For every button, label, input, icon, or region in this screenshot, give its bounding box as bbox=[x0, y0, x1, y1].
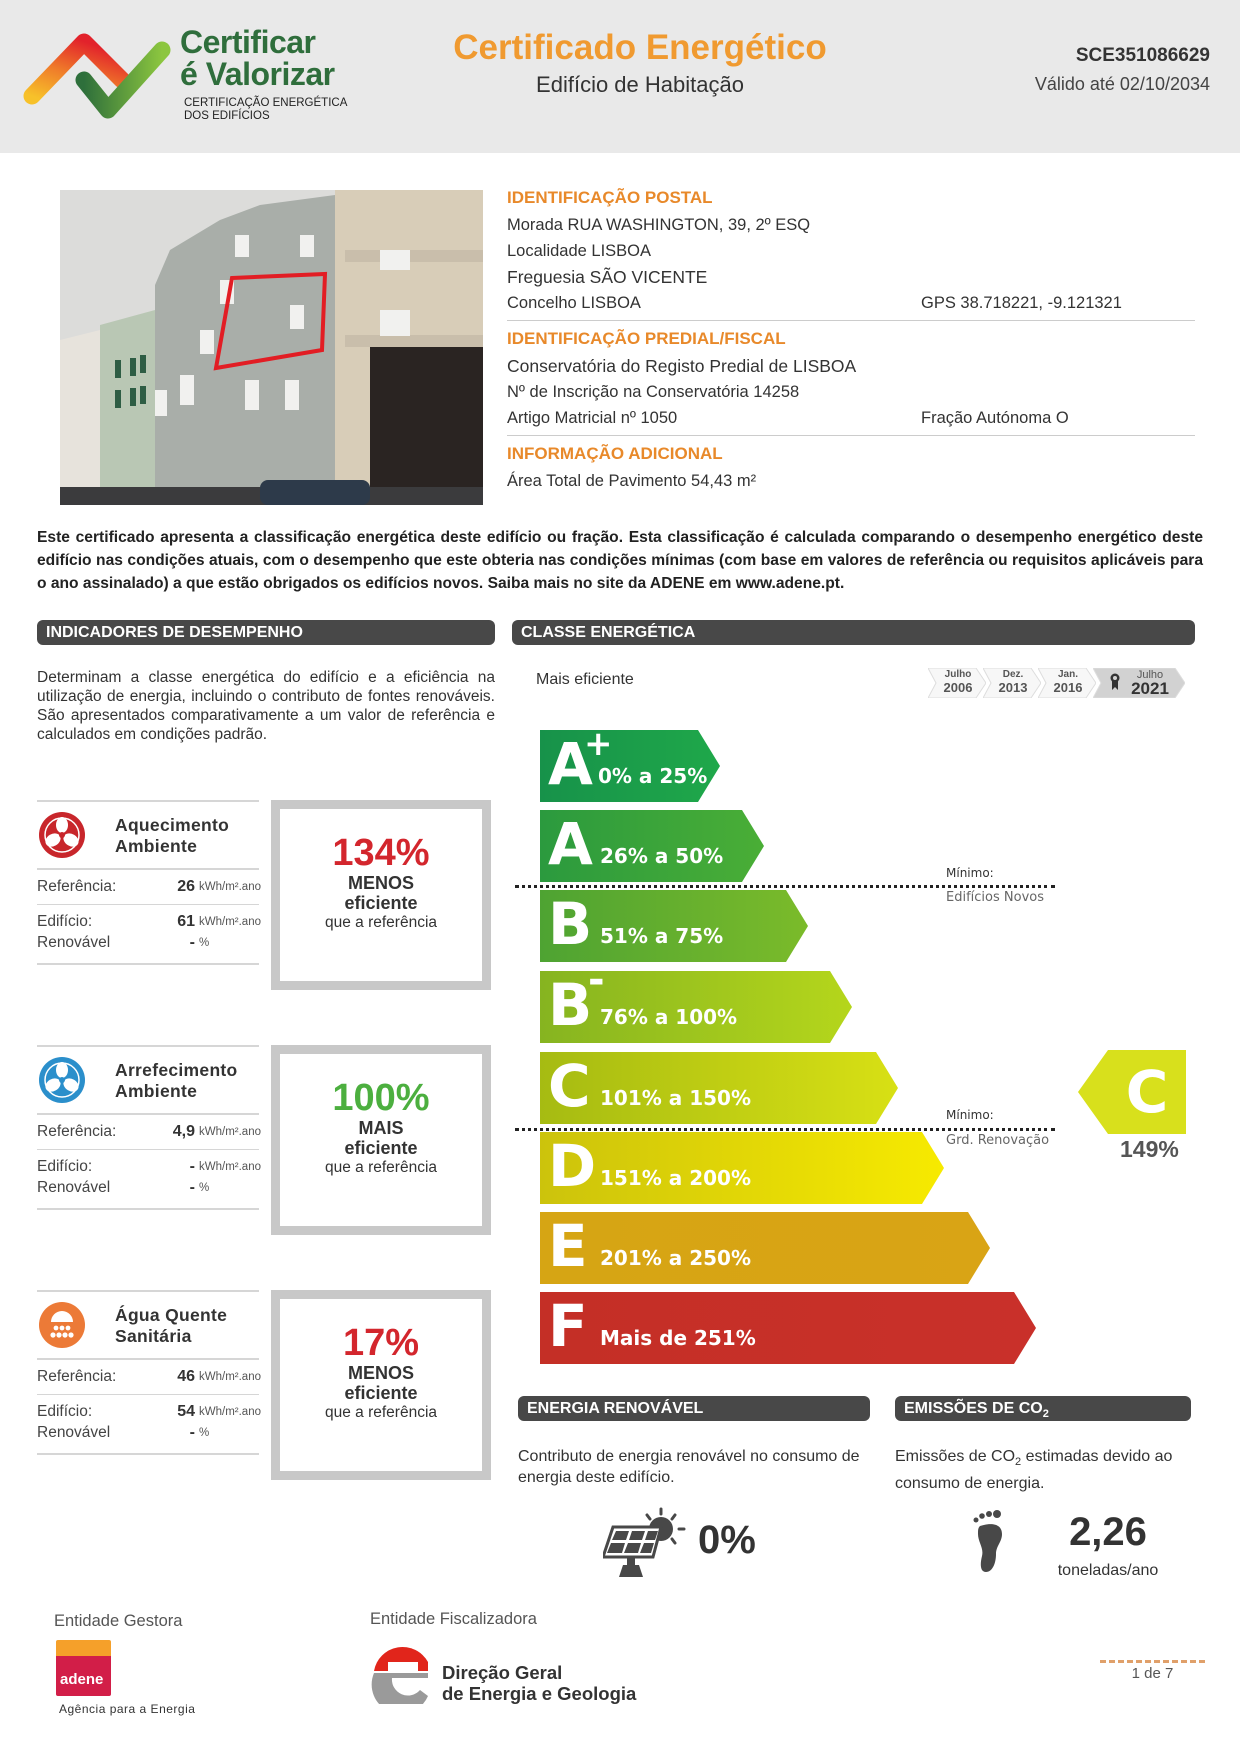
renewable-header: ENERGIA RENOVÁVEL bbox=[518, 1396, 870, 1421]
energy-class-range: 101% a 150% bbox=[600, 1086, 751, 1110]
building-value: 61 bbox=[177, 913, 195, 930]
timeline-year: 2006 bbox=[943, 680, 973, 695]
energy-class-letter: A bbox=[548, 730, 593, 798]
energy-class-range: Mais de 251% bbox=[600, 1326, 756, 1350]
article-row bbox=[507, 405, 1195, 431]
comparison-reference: que a referência bbox=[324, 1159, 438, 1176]
logo-subtitle-line2: DOS EDIFÍCIOS bbox=[184, 110, 270, 122]
page-divider bbox=[1100, 1660, 1205, 1663]
reference-label: Referência: bbox=[37, 1368, 117, 1385]
emissions-text-sub: 2 bbox=[1015, 1456, 1022, 1469]
comparison-direction: MAIS bbox=[358, 1118, 404, 1138]
registration-number: Nº de Inscrição na Conservatória 14258 bbox=[507, 383, 800, 401]
energy-class-bar bbox=[540, 957, 852, 1043]
minimum-new-label: Mínimo: bbox=[946, 866, 994, 880]
indicator-title bbox=[115, 815, 229, 857]
indicator-comparison-box bbox=[271, 1045, 491, 1235]
renewable-share-unit: % bbox=[199, 937, 210, 949]
supervisory-entity-label: Entidade Fiscalizadora bbox=[370, 1610, 537, 1628]
most-efficient-label: Mais eficiente bbox=[536, 671, 634, 688]
reference-unit: kWh/m².ano bbox=[199, 1371, 261, 1383]
minimum-new-sub: Edifícios Novos bbox=[946, 890, 1044, 905]
result-class-letter: C bbox=[1125, 1058, 1169, 1126]
adene-logo bbox=[56, 1640, 111, 1696]
indicator-table bbox=[37, 1290, 259, 1455]
energy-class-range: 76% a 100% bbox=[600, 1005, 738, 1029]
reference-value: 26 bbox=[177, 878, 195, 895]
footprint-icon bbox=[970, 1510, 1010, 1574]
result-class-value: 149% bbox=[1120, 1136, 1179, 1162]
disclaimer: Este certificado apresenta a classificação energética deste edifício ou fração. Esta classificação é calculada comparando o desempenho energético deste edifício nas condições atuais, com o desempenho que este obteria nas condições mínimas (com base em valores de referência ou requisitos aplicáveis para o ano assinalado) a que estão obrigados os edifícios novos. Saiba mais no site da ADENE em www.adene.pt. bbox=[37, 529, 1203, 592]
building-row bbox=[37, 905, 259, 953]
emissions-unit: toneladas/ano bbox=[1057, 1562, 1159, 1579]
logo-title-line2: é Valorizar bbox=[180, 56, 335, 92]
page-number: 1 de 7 bbox=[1131, 1665, 1174, 1682]
comparison-percentage: 100% bbox=[332, 1077, 430, 1119]
renewable-text: Contributo de energia renovável no consumo de energia deste edifício. bbox=[518, 1448, 860, 1486]
energy-class-bar bbox=[540, 1052, 898, 1124]
reference-row bbox=[37, 1115, 259, 1149]
address: Morada RUA WASHINGTON, 39, 2º ESQ bbox=[507, 216, 811, 234]
logo-title-line1: Certificar bbox=[180, 24, 316, 60]
timeline-step bbox=[983, 668, 1041, 698]
indicator-heading bbox=[37, 1047, 259, 1113]
energy-class-range: 201% a 250% bbox=[600, 1246, 751, 1270]
renewable-share-unit: % bbox=[199, 1182, 210, 1194]
indicator-title bbox=[115, 1305, 227, 1347]
indicator-table bbox=[37, 800, 259, 965]
solar-panel-icon bbox=[603, 1505, 693, 1577]
minimum-new-buildings-line bbox=[515, 885, 1055, 888]
building-value: - bbox=[189, 1158, 195, 1175]
comparison-reference: que a referência bbox=[324, 1404, 438, 1421]
reference-row bbox=[37, 1360, 259, 1394]
timeline-month: Dez. bbox=[1002, 669, 1024, 680]
article-number: Artigo Matricial nº 1050 bbox=[507, 409, 678, 427]
regulation-timeline bbox=[928, 668, 1190, 700]
energy-class-letter: C bbox=[548, 1052, 591, 1120]
logo-subtitle bbox=[184, 97, 347, 123]
energy-class-range: 26% a 50% bbox=[600, 844, 724, 868]
renewable-share-unit: % bbox=[199, 1427, 210, 1439]
predial-title: IDENTIFICAÇÃO PREDIAL/FISCAL bbox=[507, 329, 786, 348]
renewable-share-value: - bbox=[189, 1179, 195, 1196]
fan-icon bbox=[39, 812, 85, 858]
indicator-comparison-box bbox=[271, 800, 491, 990]
energy-class-range: 151% a 200% bbox=[600, 1166, 751, 1190]
divider bbox=[507, 320, 1195, 321]
building-label: Edifício: bbox=[37, 1158, 93, 1175]
reference-value: 4,9 bbox=[172, 1123, 195, 1140]
logo-subtitle-line1: CERTIFICAÇÃO ENERGÉTICA bbox=[184, 97, 348, 109]
comparison-efficient: eficiente bbox=[344, 1138, 418, 1158]
energy-class-letter: B bbox=[548, 890, 593, 958]
dgeg-line2: de Energia e Geologia bbox=[442, 1683, 637, 1704]
energy-class-header: CLASSE ENERGÉTICA bbox=[512, 620, 1195, 645]
building-unit: kWh/m².ano bbox=[199, 916, 261, 928]
timeline-month: Jan. bbox=[1057, 669, 1078, 680]
comparison-percentage: 134% bbox=[332, 832, 430, 874]
building-unit: kWh/m².ano bbox=[199, 1406, 261, 1418]
emissions-text bbox=[895, 1446, 1200, 1494]
valid-until: Válido até 02/10/2034 bbox=[1034, 74, 1210, 94]
comparison-direction: MENOS bbox=[347, 873, 414, 893]
document-subtitle: Edifício de Habitação bbox=[536, 72, 744, 97]
managing-entity-label: Entidade Gestora bbox=[54, 1612, 183, 1630]
renewable-label: Renovável bbox=[37, 1424, 111, 1441]
reference-label: Referência: bbox=[37, 878, 117, 895]
emissions-title-sub: 2 bbox=[1042, 1408, 1049, 1421]
timeline-year: 2013 bbox=[998, 680, 1028, 695]
postal-title: IDENTIFICAÇÃO POSTAL bbox=[507, 188, 713, 207]
fan-icon bbox=[39, 1057, 85, 1103]
indicator-title-line1: Arrefecimento bbox=[115, 1060, 238, 1080]
building-unit: kWh/m².ano bbox=[199, 1161, 261, 1173]
parish: Freguesia SÃO VICENTE bbox=[507, 267, 708, 287]
emissions-header bbox=[895, 1396, 1191, 1421]
energy-class-modifier: + bbox=[584, 724, 613, 764]
building-row bbox=[37, 1395, 259, 1443]
dgeg-logo-text bbox=[442, 1662, 636, 1704]
energy-class-bar bbox=[540, 890, 808, 962]
energy-class-letter: D bbox=[548, 1132, 597, 1200]
reference-value: 46 bbox=[177, 1368, 195, 1385]
timeline-step bbox=[1038, 668, 1096, 698]
reference-unit: kWh/m².ano bbox=[199, 1126, 261, 1138]
reference-row bbox=[37, 870, 259, 904]
divider bbox=[37, 1453, 259, 1455]
indicator-title-line2: Ambiente bbox=[115, 836, 198, 856]
indicators-lead: Determinam a classe energética do edifício e a eficiência na utilização de energia, incluindo o contributo de fontes renováveis. São apresentados comparativamente a um valor de referência e calculados em condições padrão. bbox=[37, 669, 495, 743]
municipality: Concelho LISBOA bbox=[507, 294, 641, 312]
divider bbox=[37, 1208, 259, 1210]
indicator-title-line1: Água Quente bbox=[115, 1305, 228, 1325]
energy-class-bar bbox=[540, 1292, 1036, 1364]
minimum-renovation-label: Mínimo: bbox=[946, 1108, 994, 1122]
energy-class-bar bbox=[540, 1132, 944, 1204]
reference-label: Referência: bbox=[37, 1123, 117, 1140]
building-photo bbox=[60, 190, 483, 505]
energy-class-bar bbox=[540, 810, 764, 882]
timeline-month: Julho bbox=[944, 669, 972, 680]
comparison-reference: que a referência bbox=[324, 914, 438, 931]
timeline-year: 2021 bbox=[1131, 679, 1169, 698]
indicators-header: INDICADORES DE DESEMPENHO bbox=[37, 620, 495, 645]
indicator-title-line1: Aquecimento bbox=[115, 815, 230, 835]
emissions-value: 2,26 bbox=[1069, 1510, 1147, 1554]
energy-class-letter: E bbox=[548, 1212, 588, 1280]
certificar-logo-icon bbox=[22, 30, 182, 126]
additional-title: INFORMAÇÃO ADICIONAL bbox=[507, 444, 723, 463]
comparison-efficient: eficiente bbox=[344, 1383, 418, 1403]
locality: Localidade LISBOA bbox=[507, 242, 652, 260]
award-ribbon-icon bbox=[1109, 673, 1121, 691]
indicator-heading bbox=[37, 1292, 259, 1358]
energy-class-bar bbox=[540, 724, 720, 802]
divider bbox=[507, 435, 1195, 436]
indicator-title-line2: Ambiente bbox=[115, 1081, 198, 1101]
building-value: 54 bbox=[177, 1403, 195, 1420]
shower-icon bbox=[39, 1302, 85, 1348]
energy-class-bar bbox=[540, 1212, 990, 1284]
gps-coordinates: GPS 38.718221, -9.121321 bbox=[921, 294, 1122, 312]
renewable-value: 0% bbox=[698, 1518, 756, 1562]
certificate-id: SCE351086629 bbox=[1075, 45, 1210, 66]
dgeg-logo-icon bbox=[370, 1638, 432, 1704]
timeline-step bbox=[1093, 668, 1185, 698]
dgeg-line1: Direção Geral bbox=[442, 1662, 563, 1683]
comparison-direction: MENOS bbox=[347, 1363, 414, 1383]
energy-class-letter: B bbox=[548, 971, 593, 1039]
renewable-label: Renovável bbox=[37, 934, 111, 951]
building-label: Edifício: bbox=[37, 913, 93, 930]
renewable-share-value: - bbox=[189, 1424, 195, 1441]
comparison-percentage: 17% bbox=[342, 1322, 420, 1364]
renewable-label: Renovável bbox=[37, 1179, 111, 1196]
energy-class-range: 0% a 25% bbox=[598, 764, 708, 788]
land-registry: Conservatória do Registo Predial de LISBOA bbox=[507, 356, 857, 376]
emissions-title: EMISSÕES DE CO bbox=[904, 1400, 1043, 1417]
energy-class-range: 51% a 75% bbox=[600, 924, 724, 948]
energy-class-modifier: - bbox=[588, 957, 605, 1003]
timeline-month: Julho bbox=[1136, 669, 1164, 681]
energy-class-letter: A bbox=[548, 810, 593, 878]
comparison-efficient: eficiente bbox=[344, 893, 418, 913]
minimum-renovation-sub: Grd. Renovação bbox=[946, 1133, 1050, 1148]
indicator-table bbox=[37, 1045, 259, 1210]
divider bbox=[37, 963, 259, 965]
emissions-text-post: estimadas devido ao consumo de energia. bbox=[895, 1448, 1173, 1493]
indicator-title-line2: Sanitária bbox=[115, 1326, 192, 1346]
municipality-row bbox=[507, 290, 1195, 316]
timeline-step bbox=[928, 668, 986, 698]
emissions-text-pre: Emissões de CO bbox=[895, 1448, 1016, 1465]
timeline-year: 2016 bbox=[1053, 680, 1083, 695]
adene-tagline: Agência para a Energia bbox=[59, 1702, 196, 1716]
adene-logo-text: adene bbox=[56, 1656, 111, 1696]
indicator-heading bbox=[37, 802, 259, 868]
document-title: Certificado Energético bbox=[453, 28, 827, 67]
energy-class-letter: F bbox=[548, 1292, 588, 1360]
reference-unit: kWh/m².ano bbox=[199, 881, 261, 893]
total-floor-area: Área Total de Pavimento 54,43 m² bbox=[507, 472, 757, 490]
indicator-comparison-box bbox=[271, 1290, 491, 1480]
autonomous-fraction: Fração Autónoma O bbox=[921, 409, 1069, 427]
identification-info bbox=[507, 188, 1195, 494]
renewable-share-value: - bbox=[189, 934, 195, 951]
building-row bbox=[37, 1150, 259, 1198]
building-label: Edifício: bbox=[37, 1403, 93, 1420]
indicator-title bbox=[115, 1060, 238, 1102]
minimum-renovation-line bbox=[515, 1128, 1055, 1131]
